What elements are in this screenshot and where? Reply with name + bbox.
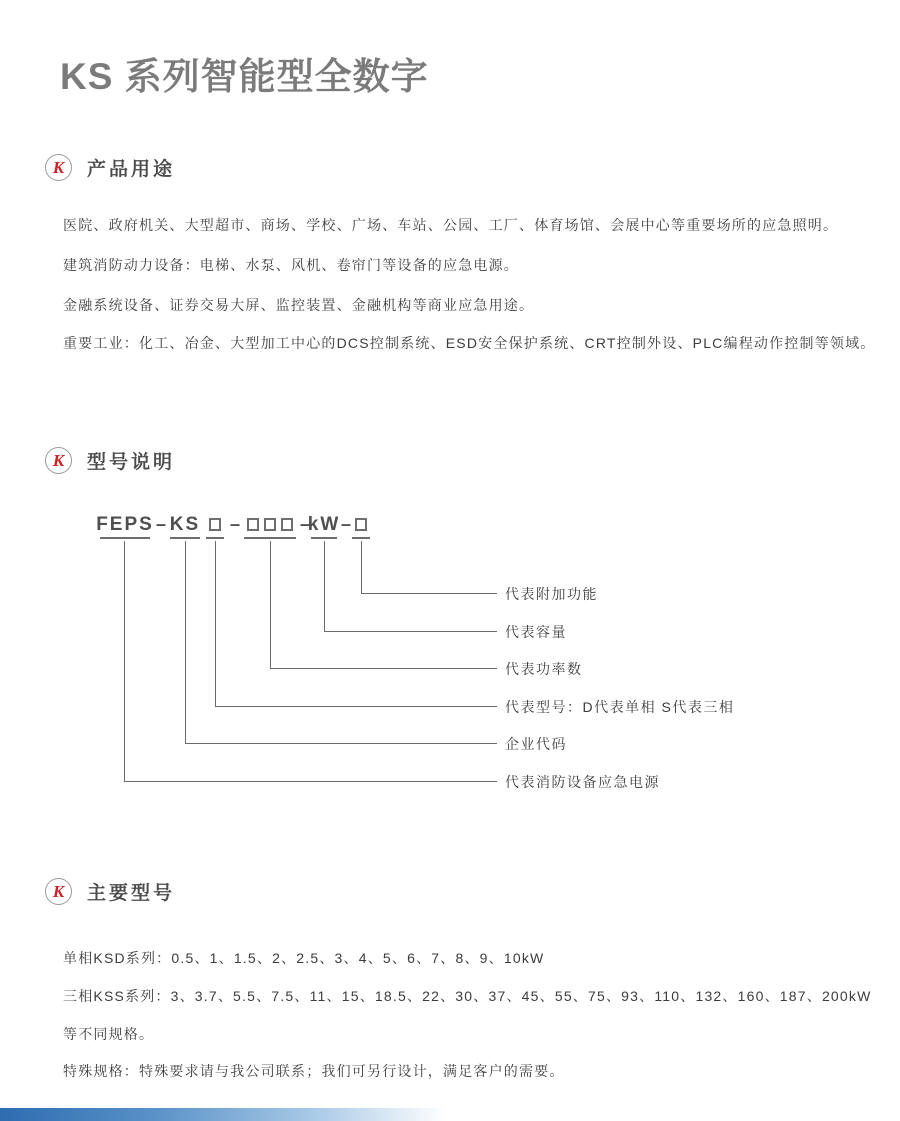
connector-line [185, 743, 497, 744]
models-line-1: 单相KSD系列：0.5、1、1.5、2、2.5、3、4、5、6、7、8、9、10kW [63, 950, 545, 966]
formula-kw: kW [311, 512, 337, 539]
square-placeholder-icon [209, 518, 221, 531]
k-badge-letter: K [52, 881, 65, 901]
callout-extra-function: 代表附加功能 [505, 586, 598, 602]
section-usage-heading: 产品用途 [87, 159, 176, 180]
models-line-2: 三相KSS系列：3、3.7、5.5、7.5、11、15、18.5、22、30、37、45、55、75、93、110、132、160、187、200kW [63, 988, 872, 1004]
decorative-gradient-bar [0, 1108, 446, 1121]
page-title: KS 系列智能型全数字 [60, 56, 429, 97]
section-main-models-heading: 主要型号 [87, 883, 176, 904]
square-placeholder-icon [247, 518, 259, 531]
formula-dash-2: – [230, 514, 241, 534]
section-model-heading: 型号说明 [87, 452, 176, 473]
connector-line [124, 541, 125, 781]
connector-line [270, 541, 271, 668]
connector-line [215, 706, 497, 707]
callout-company-code: 企业代码 [505, 736, 567, 752]
connector-line [361, 541, 362, 593]
formula-ks: KS [170, 512, 200, 539]
k-badge-letter: K [52, 450, 65, 470]
models-line-4: 特殊规格：特殊要求请与我公司联系；我们可另行设计，满足客户的需要。 [63, 1063, 565, 1079]
k-badge-letter: K [52, 157, 65, 177]
usage-line-1: 医院、政府机关、大型超市、商场、学校、广场、车站、公园、工厂、体育场馆、会展中心等重要场所的应急照明。 [63, 217, 839, 233]
callout-model-type: 代表型号：D代表单相 S代表三相 [505, 699, 735, 715]
formula-feps: FEPS [100, 512, 150, 539]
callout-capacity: 代表容量 [505, 624, 567, 640]
connector-line [361, 593, 497, 594]
connector-line [124, 781, 497, 782]
connector-line [215, 541, 216, 706]
models-line-3: 等不同规格。 [63, 1026, 155, 1042]
formula-dash-3: – [300, 514, 311, 534]
usage-line-2: 建筑消防动力设备：电梯、水泵、风机、卷帘门等设备的应急电源。 [63, 257, 519, 273]
section-main-models-header [45, 878, 175, 905]
formula-dash-1: – [156, 514, 167, 534]
callout-feps-meaning: 代表消防设备应急电源 [505, 774, 660, 790]
connector-line [324, 631, 497, 632]
square-placeholder-icon [281, 518, 293, 531]
usage-line-4: 重要工业：化工、冶金、大型加工中心的DCS控制系统、ESD安全保护系统、CRT控制外设、PLC编程动作控制等领域。 [63, 335, 876, 351]
connector-line [324, 541, 325, 631]
usage-line-3: 金融系统设备、证券交易大屏、监控装置、金融机构等商业应急用途。 [63, 297, 535, 313]
formula-box-power [244, 512, 296, 539]
section-usage-header [45, 154, 175, 181]
square-placeholder-icon [264, 518, 276, 531]
formula-box-extra [352, 512, 370, 539]
connector-line [270, 668, 497, 669]
model-code-diagram [0, 505, 900, 815]
k-badge-icon [45, 878, 72, 905]
callout-power-number: 代表功率数 [505, 661, 583, 677]
section-model-header [45, 447, 175, 474]
k-badge-icon [45, 154, 72, 181]
formula-dash-4: – [341, 514, 352, 534]
square-placeholder-icon [355, 518, 367, 531]
connector-line [185, 541, 186, 743]
formula-box-model [206, 512, 224, 539]
k-badge-icon [45, 447, 72, 474]
